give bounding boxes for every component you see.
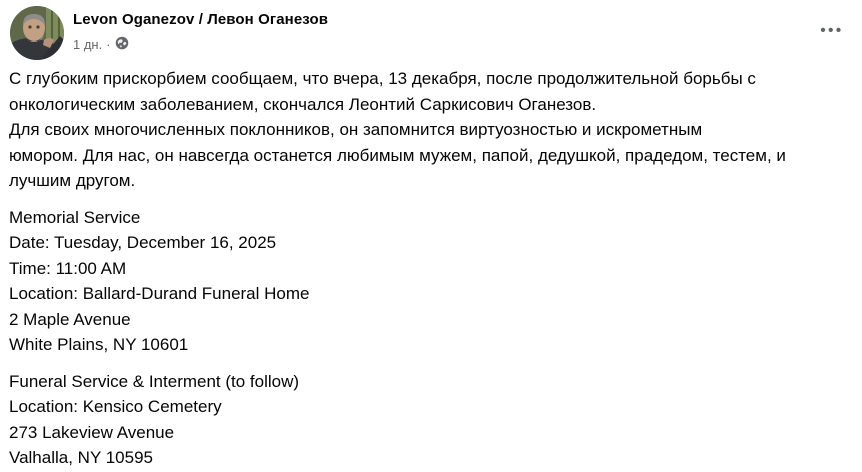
post-text-line: White Plains, NY 10601 (9, 335, 189, 354)
post-text-line: Location: Ballard-Durand Funeral Home (9, 284, 310, 303)
post-text-line: Funeral Service & Interment (to follow) (9, 371, 300, 391)
post-text-line: С глубоким прискорбием сообщаем, что вчера, 13 декабря, после продолжительной борьбы с (9, 69, 756, 88)
avatar[interactable] (10, 6, 64, 60)
post-header-text (73, 6, 328, 54)
post-header (0, 0, 862, 60)
post-text-line: лучшим другом. (9, 171, 136, 190)
post-body (0, 60, 862, 471)
globe-public-icon (115, 36, 129, 54)
meta-separator: · (106, 36, 111, 52)
post-text-line: Valhalla, NY 10595 (9, 448, 153, 467)
post-paragraph (9, 369, 853, 471)
avatar-photo (10, 6, 64, 60)
post-paragraph (9, 205, 853, 358)
post-text-line: Для своих многочисленных поклонников, он запомнится виртуозностью и искрометным (9, 120, 703, 139)
post-text-line: 2 Maple Avenue (9, 309, 131, 329)
author-name[interactable]: Levon Oganezov / Левон Оганезов (73, 11, 329, 28)
post-text-line: Location: Kensico Cemetery (9, 397, 222, 416)
post-text-line: Time: 11:00 AM (9, 258, 127, 278)
timestamp[interactable]: 1 дн. (73, 36, 103, 52)
more-options-icon: ••• (820, 21, 844, 39)
more-options-button[interactable] (814, 16, 848, 44)
post-text-line: юмором. Для нас, он навсегда останется любимым мужем, папой, дедушкой, прадедом, тестем, и (9, 145, 786, 165)
post-paragraph (9, 66, 853, 194)
post-text-line: 273 Lakeview Avenue (9, 422, 175, 442)
post-text-line: Memorial Service (9, 207, 141, 227)
post-text-line: онкологическим заболеванием, скончался Леонтий Саркисович Оганезов. (9, 94, 597, 114)
post-text-line: Date: Tuesday, December 16, 2025 (9, 233, 277, 252)
post-meta (73, 35, 328, 54)
